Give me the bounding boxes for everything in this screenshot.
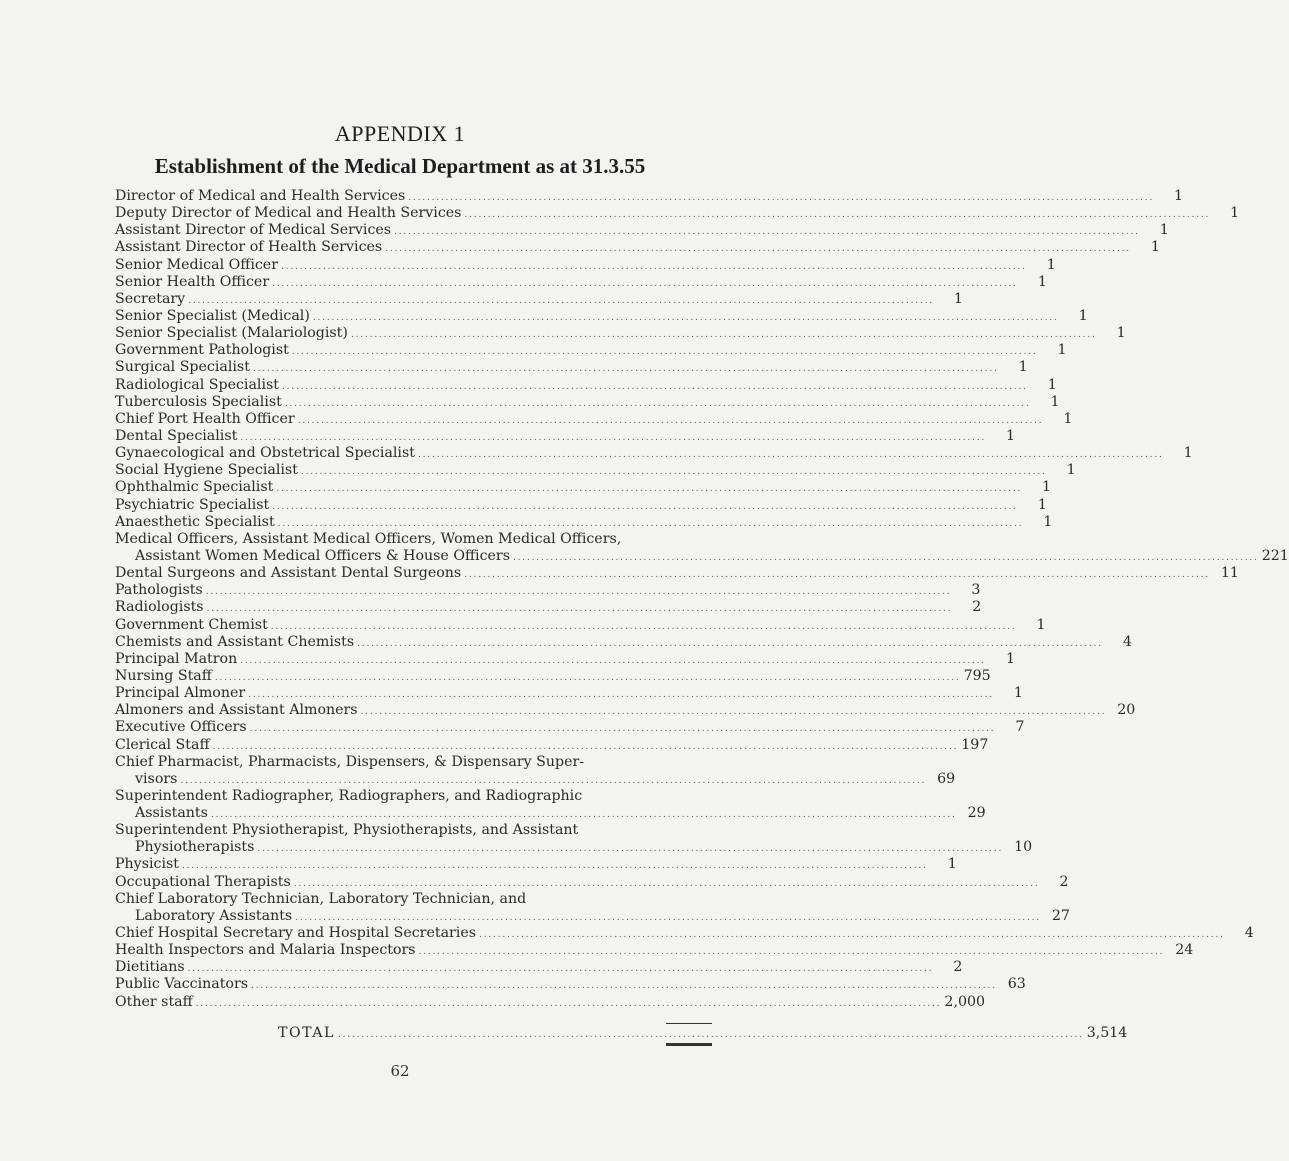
leader-dots: ................................................................................................................................................................ [291,347,1038,358]
entry-count: 4 [1244,925,1254,942]
entry-row [115,839,1033,856]
entry-label: Almoners and Assistant Almoners [115,702,358,719]
entry-label: Dietitians [115,959,185,976]
leader-dots: ................................................................................................................................................................ [300,467,1047,478]
entry-label: Superintendent Physiotherapist, Physiotherapists, and Assistant [115,822,579,839]
entry-count: 1 [1042,479,1052,496]
entry-row [115,222,1169,239]
entry-row [115,531,712,548]
entry-label: Dental Surgeons and Assistant Dental Surgeons [115,565,462,582]
entry-label: Chief Port Health Officer [115,410,295,427]
entry-label: Senior Health Officer [115,273,270,290]
entry-row [115,907,1070,925]
entry-row [115,616,1046,634]
entry-row [115,993,986,1011]
entry-label: Tuberculosis Specialist [115,393,282,410]
entry-label: Surgical Specialist [115,359,250,376]
entry-row [115,273,1047,291]
entry-count: 4 [1122,633,1132,650]
entry-count: 1 [1057,342,1067,359]
leader-dots: ................................................................................................................................................................ [248,690,994,701]
leader-dots: ................................................................................................................................................................ [214,672,961,683]
leader-dots: ................................................................................................................................................................ [249,724,996,735]
entry-row [115,239,1160,256]
total-label: TOTAL [278,1025,335,1041]
entry-count: 795 [963,667,991,684]
entry-count: 1 [1183,445,1193,462]
entry-count: 1 [947,856,957,873]
entry-row [115,513,1053,531]
entry-row [115,359,1028,376]
entry-row [115,479,1052,496]
leader-dots: ................................................................................................................................................................ [206,604,953,615]
entry-label: Assistant Director of Medical Services [115,222,392,239]
leader-dots: ................................................................................................................................................................ [394,227,1140,238]
leader-dots: ................................................................................................................................................................ [312,312,1059,323]
leader-dots: ................................................................................................................................................................ [293,878,1040,889]
total-count: 3,514 [1086,1025,1128,1041]
entry-label: Senior Medical Officer [115,256,278,273]
entry-count: 1 [1037,496,1047,513]
entry-row [115,205,1240,222]
leader-dots: ................................................................................................................................................................ [276,484,1023,495]
entry-label: Social Hygiene Specialist [115,462,298,479]
entry-count: 1 [1230,205,1240,222]
entry-label: Public Vaccinators [115,976,249,993]
entry-label: Director of Medical and Health Services [115,188,406,204]
leader-dots: ................................................................................................................................................................ [297,415,1044,426]
leader-dots: ................................................................................................................................................................ [464,570,1210,581]
entry-row [115,719,1025,736]
leader-dots: ................................................................................................................................................................ [277,518,1024,529]
leader-dots: ................................................................................................................................................................ [479,930,1225,941]
entry-count: 1 [1066,462,1076,479]
entry-label: Senior Specialist (Medical) [115,307,310,324]
entry-count: 1 [1047,376,1057,393]
entry-row [115,599,982,616]
entry-label: Nursing Staff [115,667,212,684]
leader-dots: ................................................................................................................................................................ [205,587,952,598]
entry-row [115,770,956,788]
entry-label: Clerical Staff [115,736,210,753]
entry-count: 69 [937,770,956,787]
entry-row [115,445,1193,462]
entry-count: 1 [1006,427,1016,444]
entry-label: Physiotherapists [135,839,255,856]
entry-label: Dental Specialist [115,427,238,444]
entry-row [115,925,1254,942]
total-rule-bottom [666,1043,712,1046]
entry-row [115,822,712,839]
entry-label: Gynaecological and Obstetrical Specialist [115,445,415,462]
entry-count: 2 [953,959,963,976]
leader-dots: ................................................................................................................................................................ [357,638,1103,649]
entry-count: 1 [1173,188,1183,204]
entry-count: 1 [1018,359,1028,376]
leader-dots: ................................................................................................................................................................ [195,998,942,1009]
entry-label: Senior Specialist (Malariologist) [115,325,348,342]
leader-dots: ................................................................................................................................................................ [360,707,1107,718]
entry-count: 11 [1220,565,1239,582]
entry-count: 29 [967,805,986,822]
entry-label: visors [135,770,178,787]
entry-label: Chief Hospital Secretary and Hospital Secretaries [115,925,477,942]
entry-count: 1 [1063,410,1073,427]
entry-label: Psychiatric Specialist [115,496,270,513]
entry-row [115,256,1056,274]
entry-label: Occupational Therapists [115,873,291,890]
entry-count: 27 [1051,907,1070,924]
entry-label: Chief Laboratory Technician, Laboratory Technician, and [115,890,527,907]
establishment-list [115,188,1289,1011]
leader-dots: ................................................................................................................................................................ [272,501,1018,512]
entry-label: Government Chemist [115,616,268,633]
leader-dots: ................................................................................................................................................................ [284,398,1031,409]
entry-count: 1 [1037,273,1047,290]
appendix-label: APPENDIX 1 [334,121,466,146]
entry-count: 1 [1159,222,1169,239]
leader-dots: ................................................................................................................................................................ [270,621,1017,632]
entry-count: 20 [1117,702,1136,719]
entry-count: 197 [961,736,989,753]
entry-count: 7 [1015,719,1025,736]
entry-count: 1 [1078,307,1088,324]
entry-row [115,891,712,908]
entry-row [115,462,1076,479]
entry-label: Assistant Women Medical Officers & House Officers [135,547,510,564]
leader-dots: ................................................................................................................................................................ [281,381,1028,392]
entry-count: 1 [1013,685,1023,702]
entry-row [115,307,1088,325]
leader-dots: ................................................................................................................................................................ [295,912,1041,923]
entry-label: Anaesthetic Specialist [115,513,275,530]
entry-row [115,805,986,822]
entry-row [115,754,712,771]
entry-count: 221 [1261,547,1289,564]
entry-count: 1 [1046,256,1056,273]
leader-dots: ................................................................................................................................................................ [337,1030,1084,1040]
entry-count: 10 [1014,839,1033,856]
entry-row [115,325,1126,342]
entry-label: Assistant Director of Health Services [115,239,383,256]
entry-label: Other staff [115,993,193,1010]
entry-count: 2 [1059,873,1069,890]
entry-row [115,856,957,873]
entry-count: 1 [1050,393,1060,410]
entry-label: Radiological Specialist [115,376,279,393]
leader-dots: ................................................................................................................................................................ [180,775,927,786]
entry-label: Assistants [135,805,208,822]
entry-row [115,667,991,685]
entry-label: Principal Matron [115,650,238,667]
entry-label: Radiologists [115,599,204,616]
entry-label: Pathologists [115,582,203,599]
entry-count: 3 [971,582,981,599]
leader-dots: ................................................................................................................................................................ [512,552,1259,563]
entry-label: Ophthalmic Specialist [115,479,274,496]
entry-row [115,702,1136,719]
page-number: 62 [390,1062,410,1080]
leader-dots: ................................................................................................................................................................ [408,193,1154,203]
entry-label: Deputy Director of Medical and Health Services [115,205,462,222]
leader-dots: ................................................................................................................................................................ [240,655,986,666]
leader-dots: ................................................................................................................................................................ [210,810,957,821]
entry-row [115,685,1023,702]
entry-row [115,582,981,599]
entry-label: Health Inspectors and Malaria Inspectors [115,942,416,959]
entry-label: Physicist [115,856,179,873]
total-rule-top [666,1023,712,1024]
entry-row [115,942,1194,959]
entry-count: 24 [1175,942,1194,959]
leader-dots: ................................................................................................................................................................ [272,278,1018,289]
entry-label: Executive Officers [115,719,247,736]
leader-dots: ................................................................................................................................................................ [281,261,1027,272]
entry-label: Chemists and Assistant Chemists [115,633,355,650]
entry-count: 2 [972,599,982,616]
entry-label: Medical Officers, Assistant Medical Officers, Women Medical Officers, [115,530,622,547]
leader-dots: ................................................................................................................................................................ [252,364,999,375]
entry-label: Principal Almoner [115,685,246,702]
page-title: Establishment of the Medical Department as at 31.3.55 [154,154,646,178]
leader-dots: ................................................................................................................................................................ [251,981,997,992]
entry-row [115,188,1183,205]
entry-row [115,547,1289,565]
entry-label: Laboratory Assistants [135,907,293,924]
entry-count: 2,000 [944,993,986,1010]
entry-count: 1 [1043,513,1053,530]
entry-row [115,976,1026,993]
entry-row [115,376,1057,394]
leader-dots: ................................................................................................................................................................ [240,432,987,443]
leader-dots: ................................................................................................................................................................ [350,330,1097,341]
leader-dots: ................................................................................................................................................................ [257,844,1004,855]
entry-row [115,788,712,805]
leader-dots: ................................................................................................................................................................ [464,210,1211,221]
entry-row [115,342,1067,359]
entry-count: 1 [1150,239,1160,256]
entry-label: Superintendent Radiographer, Radiographers, and Radiographic [115,787,583,804]
leader-dots: ................................................................................................................................................................ [385,244,1131,255]
entry-row [115,959,963,976]
entry-row [115,633,1132,651]
entry-label: Secretary [115,290,186,307]
leader-dots: ................................................................................................................................................................ [418,947,1165,958]
leader-dots: ................................................................................................................................................................ [417,450,1164,461]
entry-row [115,410,1073,428]
entry-row [115,565,1239,582]
entry-row [115,427,1016,445]
entry-row [115,496,1047,514]
leader-dots: ................................................................................................................................................................ [187,964,934,975]
leader-dots: ................................................................................................................................................................ [181,861,928,872]
entry-count: 1 [1036,616,1046,633]
entry-count: 1 [953,290,963,307]
entry-label: Chief Pharmacist, Pharmacists, Dispensers, & Dispensary Super- [115,753,585,770]
leader-dots: ................................................................................................................................................................ [212,741,959,752]
entry-row [115,290,963,308]
entry-row [115,873,1069,891]
entry-count: 63 [1007,976,1026,993]
leader-dots: ................................................................................................................................................................ [188,295,934,306]
entry-row [115,393,1060,411]
entry-row [115,650,1015,668]
entry-count: 1 [1005,650,1015,667]
entry-row [115,736,989,754]
entry-count: 1 [1116,325,1126,342]
total-row [115,1025,1128,1041]
entry-label: Government Pathologist [115,342,289,359]
